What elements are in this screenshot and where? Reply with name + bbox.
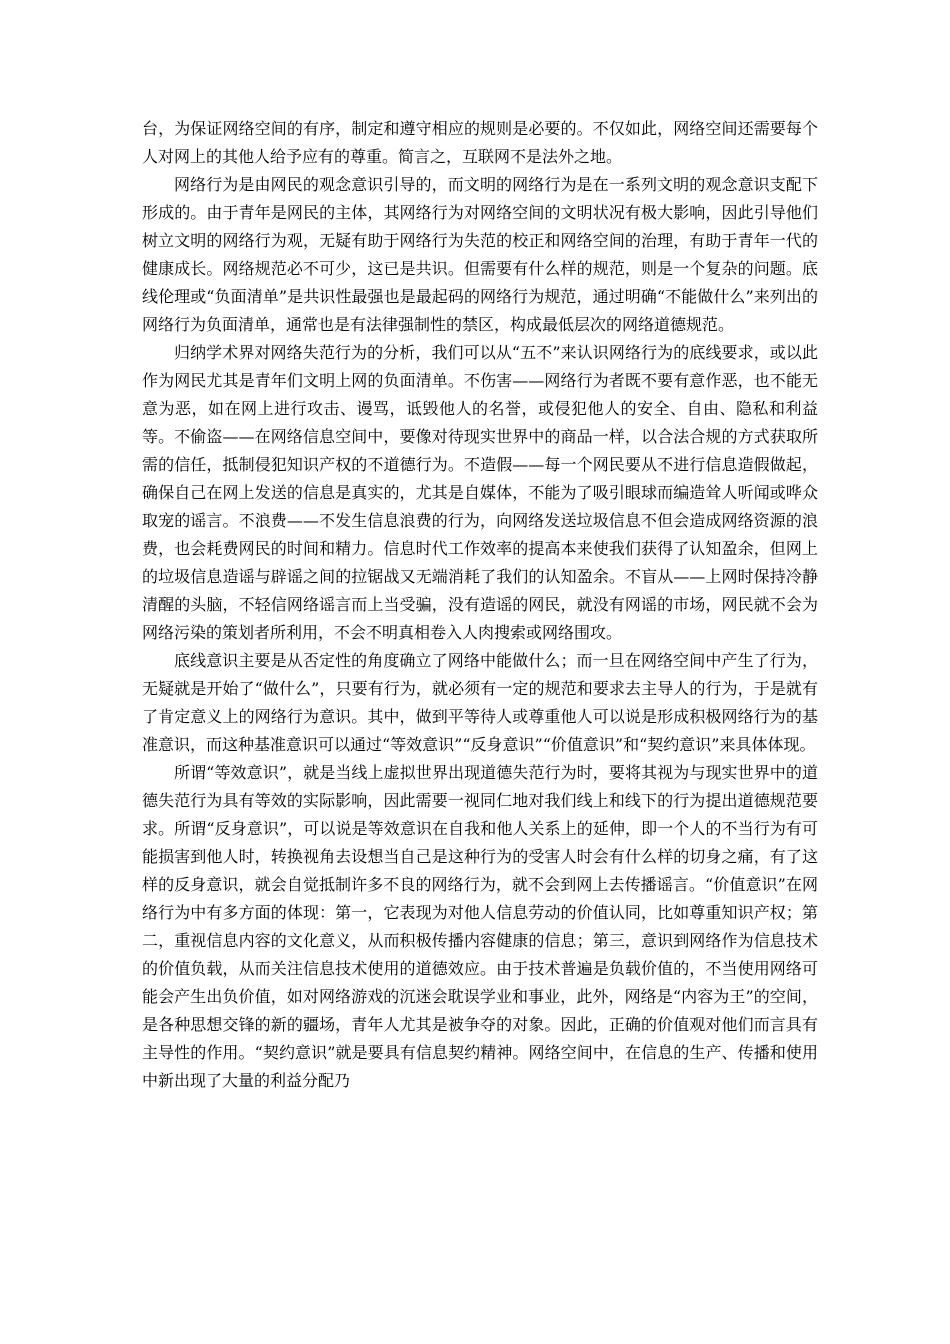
paragraph: 底线意识主要是从否定性的角度确立了网络中能做什么；而一旦在网络空间中产生了行为，无疑就是开始了“做什么”，只要有行为，就必须有一定的规范和要求去主导人的行为，于是就有了肯定意义上的网络行为意识。其中，做到平等待人或尊重他人可以说是形成积极网络行为的基准意识，而这种基准意识可以通过“等效意识”“反身意识”“价值意识”和“契约意识”来具体体现。 — [142, 651, 818, 754]
paragraph-continuation: 台，为保证网络空间的有序，制定和遵守相应的规则是必要的。不仅如此，网络空间还需要每个人对网上的其他人给予应有的尊重。简言之，互联网不是法外之地。 — [142, 119, 818, 166]
paragraph: 网络行为是由网民的观念意识引导的，而文明的网络行为是在一系列文明的观念意识支配下形成的。由于青年是网民的主体，其网络行为对网络空间的文明状况有极大影响，因此引导他们树立文明的网络行为观，无疑有助于网络行为失范的校正和网络空间的治理，有助于青年一代的健康成长。网络规范必不可少，这已是共识。但需要有什么样的规范，则是一个复杂的问题。底线伦理或“负面清单”是共识性最强也是最起码的网络行为规范，通过明确“不能做什么”来列出的网络行为负面清单，通常也是有法律强制性的禁区，构成最低层次的网络道德规范。 — [142, 175, 818, 334]
paragraph: 归纳学术界对网络失范行为的分析，我们可以从“五不”来认识网络行为的底线要求，或以此作为网民尤其是青年们文明上网的负面清单。不伤害——网络行为者既不要有意作恶，也不能无意为恶，如在网上进行攻击、谩骂，诋毁他人的名誉，或侵犯他人的安全、自由、隐私和利益等。不偷盗——在网络信息空间中，要像对待现实世界中的商品一样，以合法合规的方式获取所需的信任，抵制侵犯知识产权的不道德行为。不造假——每一个网民要从不进行信息造假做起，确保自己在网上发送的信息是真实的，尤其是自媒体，不能为了吸引眼球而编造耸人听闻或哗众取宠的谣言。不浪费——不发生信息浪费的行为，向网络发送垃圾信息不但会造成网络资源的浪费，也会耗费网民的时间和精力。信息时代工作效率的提高本来使我们获得了认知盈余，但网上的垃圾信息造谣与辟谣之间的拉锯战又无端消耗了我们的认知盈余。不盲从——上网时保持冷静清醒的头脑，不轻信网络谣言而上当受骗，没有造谣的网民，就没有网谣的市场，网民就不会为网络污染的策划者所利用，不会不明真相卷入人肉搜索或网络围攻。 — [142, 343, 818, 642]
document-page — [142, 115, 818, 1095]
paragraph: 所谓“等效意识”，就是当线上虚拟世界出现道德失范行为时，要将其视为与现实世界中的道德失范行为具有等效的实际影响，因此需要一视同仁地对我们线上和线下的行为提出道德规范要求。所谓“反身意识”，可以说是等效意识在自我和他人关系上的延伸，即一个人的不当行为有可能损害到他人时，转换视角去设想当自己是这种行为的受害人时会有什么样的切身之痛，有了这样的反身意识，就会自觉抵制许多不良的网络行为，就不会到网上去传播谣言。“价值意识”在网络行为中有多方面的体现：第一，它表现为对他人信息劳动的价值认同，比如尊重知识产权；第二，重视信息内容的文化意义，从而积极传播内容健康的信息；第三，意识到网络作为信息技术的价值负载，从而关注信息技术使用的道德效应。由于技术普遍是负载价值的，不当使用网络可能会产生出负价值，如对网络游戏的沉迷会耽误学业和事业，此外，网络是“内容为王”的空间，是各种思想交锋的新的疆场，青年人尤其是被争夺的对象。因此，正确的价值观对他们而言具有主导性的作用。“契约意识”就是要具有信息契约精神。网络空间中，在信息的生产、传播和使用中新出现了大量的利益分配乃 — [142, 763, 818, 1090]
